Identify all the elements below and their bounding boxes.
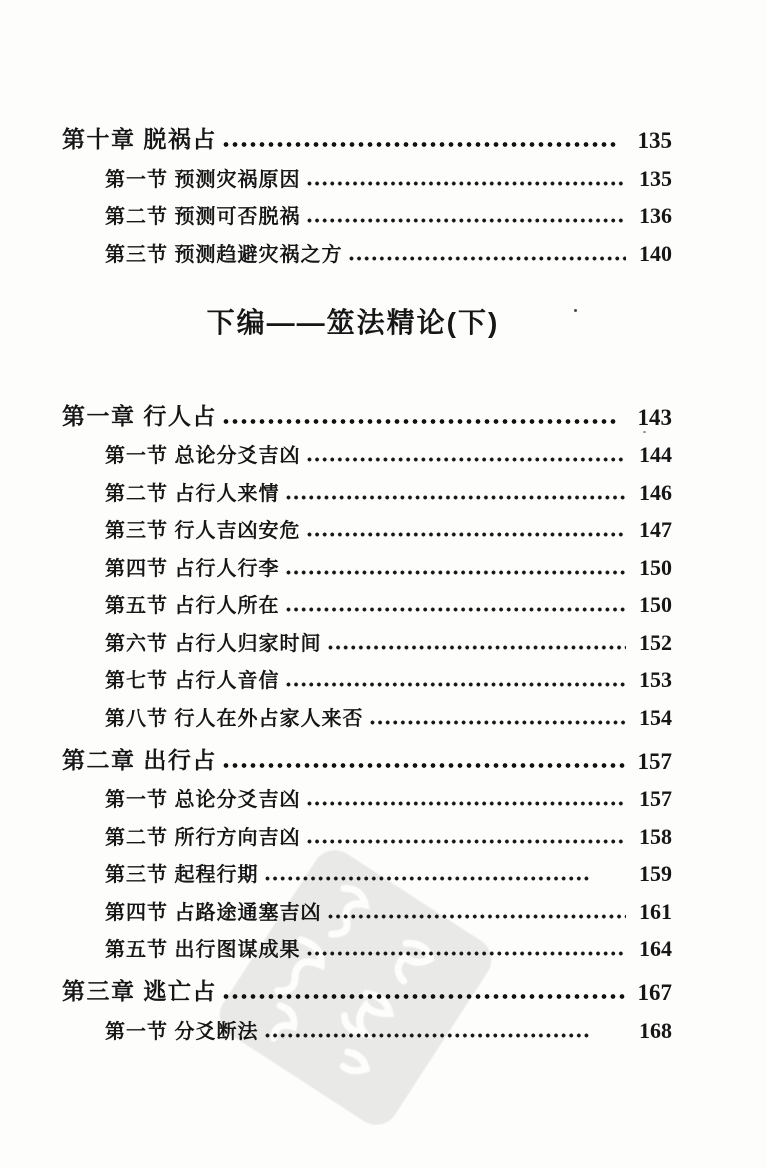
toc-row-section — [62, 543, 672, 581]
dot-leader — [222, 418, 616, 425]
dot-leader — [306, 180, 626, 187]
toc-page-number: 135 — [639, 165, 672, 191]
toc-entry-label: 第三节 预测趋避灾祸之方 — [105, 243, 343, 266]
toc-entry-label: 第二节 所行方向吉凶 — [105, 826, 301, 849]
toc-page-number: 140 — [639, 240, 672, 266]
scan-artifact-speck — [643, 431, 646, 433]
toc-page-number: 143 — [637, 404, 672, 430]
toc-entry-label: 第二节 占行人来情 — [105, 482, 280, 505]
dot-leader — [348, 255, 626, 262]
dot-leader — [327, 644, 626, 651]
toc-page-number: 150 — [639, 592, 672, 617]
toc-page-number: 150 — [639, 554, 672, 580]
dot-leader — [285, 569, 626, 576]
toc-entry-label: 第五节 出行图谋成果 — [105, 939, 301, 961]
toc-page-number: 158 — [639, 823, 672, 849]
dot-leader — [222, 762, 626, 769]
dot-leader — [327, 913, 626, 920]
toc-row-section — [62, 1006, 672, 1044]
toc-row-section — [62, 506, 672, 544]
toc-page-number: 168 — [639, 1017, 672, 1043]
dot-leader — [285, 606, 626, 613]
toc-row-section — [62, 618, 672, 656]
toc-row-section — [62, 581, 672, 619]
dot-leader — [222, 141, 616, 148]
toc-entry-label: 第七节 占行人音信 — [105, 670, 280, 692]
toc-entry-label: 第一节 总论分爻吉凶 — [105, 445, 301, 467]
toc-page-number: 135 — [637, 128, 672, 153]
toc-page-number: 159 — [639, 861, 672, 886]
toc-entry-label: 第十章 脱祸占 — [62, 126, 217, 152]
dot-leader — [306, 217, 626, 224]
toc-page-number: 161 — [639, 898, 672, 924]
toc-entry-label: 第一章 行人占 — [62, 402, 217, 429]
toc-page-number: 154 — [639, 704, 672, 730]
toc-row-chapter — [62, 731, 672, 775]
toc-row-section — [62, 850, 672, 888]
toc-row-section — [62, 775, 672, 813]
part-divider-title: 下编——筮法精论(下) — [206, 306, 500, 338]
dot-leader — [264, 875, 592, 882]
dot-leader — [306, 800, 626, 807]
toc-row-section — [62, 229, 672, 267]
toc-row-section — [62, 887, 672, 925]
toc-entry-label: 第四节 占路途通塞吉凶 — [105, 901, 322, 924]
toc-page-number: 153 — [639, 667, 672, 692]
toc-row-section — [62, 154, 672, 192]
dot-leader — [306, 950, 626, 957]
table-of-contents — [62, 0, 672, 1044]
toc-top-block — [62, 110, 672, 267]
scan-artifact-speck — [574, 309, 577, 312]
toc-entry-label: 第一节 总论分爻吉凶 — [105, 789, 301, 811]
toc-page-number: 157 — [637, 748, 672, 774]
toc-row-section — [62, 693, 672, 731]
toc-entry-label: 第一节 预测灾祸原因 — [105, 168, 301, 191]
toc-entry-label: 第一节 分爻断法 — [105, 1020, 259, 1043]
dot-leader — [369, 719, 626, 726]
toc-row-section — [62, 431, 672, 469]
dot-leader — [306, 456, 626, 463]
toc-entry-label: 第四节 占行人行李 — [105, 557, 280, 580]
dot-leader — [306, 838, 626, 845]
dot-leader — [264, 1032, 592, 1039]
toc-entry-label: 第八节 行人在外占家人来否 — [105, 707, 364, 730]
toc-row-section — [62, 925, 672, 963]
dot-leader — [285, 494, 626, 501]
toc-row-chapter — [62, 110, 672, 154]
toc-bottom-block — [62, 387, 672, 1044]
toc-page-number: 164 — [639, 936, 672, 961]
toc-entry-label: 第三章 逃亡占 — [62, 978, 217, 1004]
toc-page-number: 157 — [639, 786, 672, 811]
toc-page-number: 144 — [639, 442, 672, 467]
toc-page-number: 136 — [639, 203, 672, 228]
toc-entry-label: 第六节 占行人归家时间 — [105, 632, 322, 655]
dot-leader — [222, 993, 626, 1000]
toc-entry-label: 第五节 占行人所在 — [105, 595, 280, 617]
toc-row-chapter — [62, 962, 672, 1006]
toc-entry-label: 第三节 行人吉凶安危 — [105, 520, 301, 542]
toc-entry-label: 第二节 预测可否脱祸 — [105, 206, 301, 228]
toc-row-chapter — [62, 387, 672, 431]
toc-page-number: 146 — [639, 479, 672, 505]
toc-row-section — [62, 192, 672, 230]
dot-leader — [285, 681, 626, 688]
dot-leader — [306, 531, 626, 538]
toc-row-section — [62, 812, 672, 850]
toc-page-number: 167 — [637, 980, 672, 1005]
toc-page-number: 152 — [639, 629, 672, 655]
toc-row-section — [62, 656, 672, 694]
toc-page-number: 147 — [639, 517, 672, 542]
toc-entry-label: 第二章 出行占 — [62, 746, 217, 773]
toc-entry-label: 第三节 起程行期 — [105, 864, 259, 886]
toc-row-section — [62, 468, 672, 506]
